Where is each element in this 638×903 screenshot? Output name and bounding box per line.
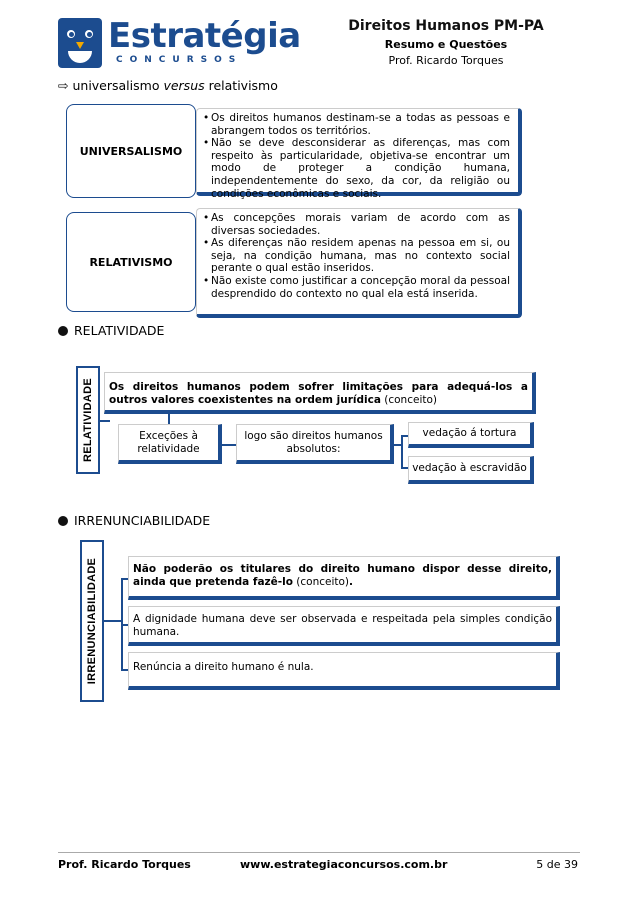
footer-website[interactable]: www.estrategiaconcursos.com.br (240, 858, 448, 871)
doc-author: Prof. Ricardo Torques (388, 54, 504, 67)
section-universalismo-heading: ⇨ universalismo versus relativismo (58, 78, 278, 93)
renuncia-box: Renúncia a direito humano é nula. (128, 652, 560, 690)
relativismo-text (196, 208, 522, 318)
irrenunciabilidade-vertical-label: IRRENUNCIABILIDADE (80, 540, 104, 702)
irrenunciabilidade-concept-box: Não poderão os titulares do direito humano dispor desse direito, ainda que pretenda fazê-lo (conceito). (128, 556, 560, 600)
list-item: • Os direitos humanos destinam-se a todas as pessoas e abrangem todos os territórios. (211, 112, 510, 137)
universalismo-text (196, 108, 522, 200)
vedacao-tortura-box: vedação á tortura (408, 422, 534, 448)
dignidade-box: A dignidade humana deve ser observada e respeitada pela simples condição humana. (128, 606, 560, 646)
absolutos-box: logo são direitos humanos absolutos: (236, 424, 394, 464)
section-irrenunciabilidade-heading: IRRENUNCIABILIDADE (58, 513, 210, 528)
list-item: • Não existe como justificar a concepção moral da pessoal desprendido do contexto no qual ela está inserida. (211, 275, 510, 300)
relatividade-vertical-label: RELATIVIDADE (76, 366, 100, 474)
relativismo-label: RELATIVISMO (66, 212, 196, 312)
relatividade-concept-box: Os direitos humanos podem sofrer limitações para adequá-los a outros valores coexistentes na ordem jurídica (conceito) (104, 372, 536, 414)
bullet-icon (58, 516, 68, 526)
list-item: • As concepções morais variam de acordo com as diversas sociedades. (211, 212, 510, 237)
vedacao-escravidao-box: vedação à escravidão (408, 456, 534, 484)
page-number: 5 de 39 (536, 858, 578, 871)
footer-divider (58, 852, 580, 853)
doc-title: Direitos Humanos PM-PA (348, 18, 544, 34)
bullet-icon (58, 326, 68, 336)
universalismo-label: UNIVERSALISMO (66, 104, 196, 198)
excecoes-box: Exceções à relatividade (118, 424, 222, 464)
list-item: • Não se deve desconsiderar as diferenças, mas com respeito às particularidade, objetiva-se encontrar um modo de proteger a condição humana, independentemente do sexo, da cor, da religião ou condições econômicas e sociais. (211, 137, 510, 200)
brand-logo (58, 16, 301, 70)
footer-author: Prof. Ricardo Torques (58, 858, 191, 871)
arrow-icon: ⇨ (58, 78, 69, 93)
section-relatividade-heading: RELATIVIDADE (58, 323, 164, 338)
doc-subtitle: Resumo e Questões (384, 38, 508, 51)
list-item: • As diferenças não residem apenas na pessoa em si, ou seja, na condição humana, mas no contexto social perante o qual estão inseridos. (211, 237, 510, 275)
owl-icon (58, 18, 102, 68)
brand-name: Estratégia (108, 16, 301, 56)
brand-subtitle: CONCURSOS (116, 55, 243, 65)
